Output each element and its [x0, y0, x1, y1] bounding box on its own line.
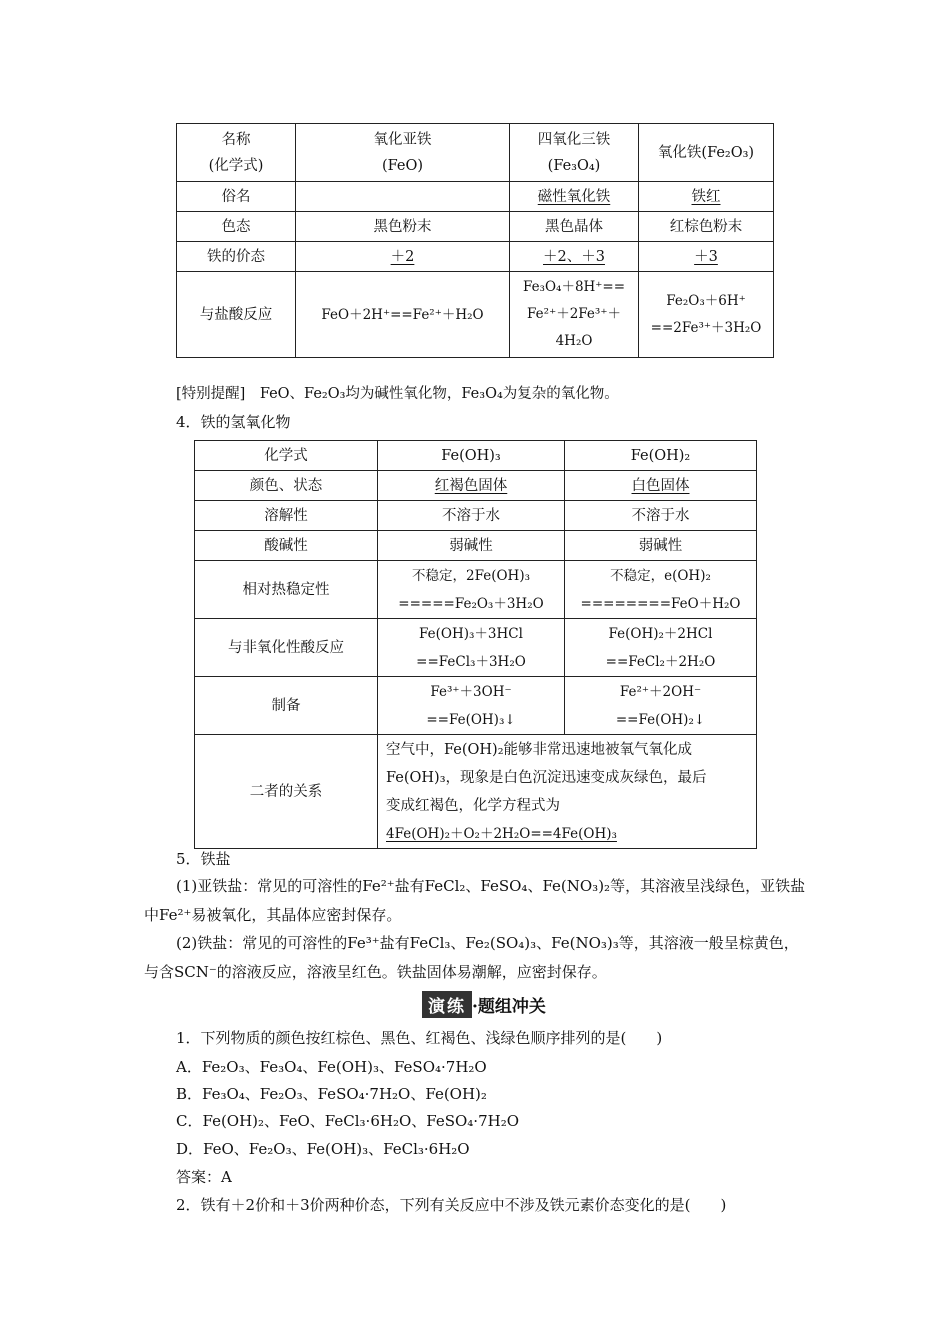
table-cell: 不稳定，2Fe(OH)₃ =====Fe₂O₃＋3H₂O: [378, 561, 565, 619]
relation-line: 空气中，Fe(OH)₂能够非常迅速地被氧气氧化成: [386, 741, 693, 758]
table-cell: 黑色粉末: [296, 212, 510, 242]
table-cell: Fe₂O₃＋6H⁺ ==2Fe³⁺＋3H₂O: [639, 272, 774, 358]
table-row: [177, 242, 774, 272]
paragraph-ferric-salt: (2)铁盐：常见的可溶性的Fe³⁺盐有FeCl₃、Fe₂(SO₄)₃、Fe(NO₃)₃等，其溶液一般呈棕黄色，与含SCN⁻的溶液反应，溶液呈红色。铁盐固体易潮解，应密封保存。: [144, 934, 799, 981]
header-name: 名称 (化学式): [177, 124, 296, 182]
row-label: 制备: [195, 677, 378, 735]
banner-text: ·题组冲关: [472, 997, 546, 1017]
row-label: 色态: [177, 212, 296, 242]
table-cell: 不溶于水: [378, 501, 565, 531]
table-cell: Fe³⁺＋3OH⁻ ==Fe(OH)₃↓: [378, 677, 565, 735]
question-1-option-d: D．FeO、Fe₂O₃、Fe(OH)₃、FeCl₃·6H₂O: [176, 1140, 470, 1158]
table-cell: ＋2: [296, 242, 510, 272]
table-cell: 磁性氧化铁: [510, 182, 639, 212]
row-label: 相对热稳定性: [195, 561, 378, 619]
header-feo: 氧化亚铁 (FeO): [296, 124, 510, 182]
paragraph-ferrous-salt: (1)亚铁盐：常见的可溶性的Fe²⁺盐有FeCl₂、FeSO₄、Fe(NO₃)₂等，其溶液呈浅绿色，亚铁盐中Fe²⁺易被氧化，其晶体应密封保存。: [144, 877, 806, 924]
table-row: [177, 272, 774, 358]
question-1-stem: 1．下列物质的颜色按红棕色、黑色、红褐色、浅绿色顺序排列的是( ): [176, 1029, 663, 1047]
special-note: [特别提醒] FeO、Fe₂O₃均为碱性氧化物，Fe₃O₄为复杂的氧化物。: [176, 386, 619, 402]
row-label: 与盐酸反应: [177, 272, 296, 358]
question-1-option-b: B．Fe₃O₄、Fe₂O₃、FeSO₄·7H₂O、Fe(OH)₂: [176, 1085, 487, 1103]
table-cell: Fe²⁺＋2OH⁻ ==Fe(OH)₂↓: [565, 677, 757, 735]
row-label: 溶解性: [195, 501, 378, 531]
table-cell: FeO＋2H⁺==Fe²⁺＋H₂O: [296, 272, 510, 358]
row-label: 酸碱性: [195, 531, 378, 561]
table-row: [195, 735, 757, 849]
row-label: 铁的价态: [177, 242, 296, 272]
table-row: [195, 501, 757, 531]
table-cell: [296, 182, 510, 212]
relation-cell: [378, 735, 757, 849]
row-label: 二者的关系: [195, 735, 378, 849]
table-row: [195, 531, 757, 561]
header-feoh2: Fe(OH)₂: [565, 441, 757, 471]
row-label: 颜色、状态: [195, 471, 378, 501]
header-feoh3: Fe(OH)₃: [378, 441, 565, 471]
row-label: 与非氧化性酸反应: [195, 619, 378, 677]
table-row: [177, 212, 774, 242]
table-row: [195, 561, 757, 619]
question-1-option-a: A．Fe₂O₃、Fe₃O₄、Fe(OH)₃、FeSO₄·7H₂O: [176, 1058, 487, 1076]
table-row: [195, 471, 757, 501]
relation-line: 变成红褐色，化学方程式为: [386, 797, 560, 814]
question-1-option-c: C．Fe(OH)₂、FeO、FeCl₃·6H₂O、FeSO₄·7H₂O: [176, 1112, 520, 1130]
table-cell: Fe₃O₄＋8H⁺== Fe²⁺＋2Fe³⁺＋ 4H₂O: [510, 272, 639, 358]
iron-oxides-table: [176, 123, 774, 358]
table-cell: 弱碱性: [378, 531, 565, 561]
table-cell: 不稳定，e(OH)₂ ========FeO＋H₂O: [565, 561, 757, 619]
relation-equation: 4Fe(OH)₂＋O₂＋2H₂O==4Fe(OH)₃: [386, 825, 617, 842]
table-cell: 红棕色粉末: [639, 212, 774, 242]
practice-banner: [422, 991, 546, 1018]
question-1-answer: 答案：A: [176, 1168, 232, 1186]
table-cell: Fe(OH)₃＋3HCl ==FeCl₃＋3H₂O: [378, 619, 565, 677]
relation-line: Fe(OH)₃，现象是白色沉淀迅速变成灰绿色，最后: [386, 769, 707, 786]
banner-box: 演练: [422, 991, 472, 1018]
table-row: [195, 619, 757, 677]
table-cell: 黑色晶体: [510, 212, 639, 242]
header-fe3o4: 四氧化三铁 (Fe₃O₄): [510, 124, 639, 182]
table-header-row: [177, 124, 774, 182]
table-cell: 不溶于水: [565, 501, 757, 531]
header-fe2o3: 氧化铁(Fe₂O₃): [639, 124, 774, 182]
section5-title: 5．铁盐: [176, 850, 231, 868]
table-cell: 弱碱性: [565, 531, 757, 561]
table-row: [195, 677, 757, 735]
table-cell: Fe(OH)₂＋2HCl ==FeCl₂＋2H₂O: [565, 619, 757, 677]
table-cell: 红褐色固体: [378, 471, 565, 501]
table-header-row: [195, 441, 757, 471]
table-cell: ＋3: [639, 242, 774, 272]
iron-hydroxides-table: [194, 440, 757, 849]
header-formula: 化学式: [195, 441, 378, 471]
table-cell: 白色固体: [565, 471, 757, 501]
table-cell: 铁红: [639, 182, 774, 212]
table-row: [177, 182, 774, 212]
row-label: 俗名: [177, 182, 296, 212]
section4-title: 4．铁的氢氧化物: [176, 413, 291, 431]
question-2-stem: 2．铁有＋2价和＋3价两种价态，下列有关反应中不涉及铁元素价态变化的是( ): [176, 1196, 727, 1214]
table-cell: ＋2、＋3: [510, 242, 639, 272]
